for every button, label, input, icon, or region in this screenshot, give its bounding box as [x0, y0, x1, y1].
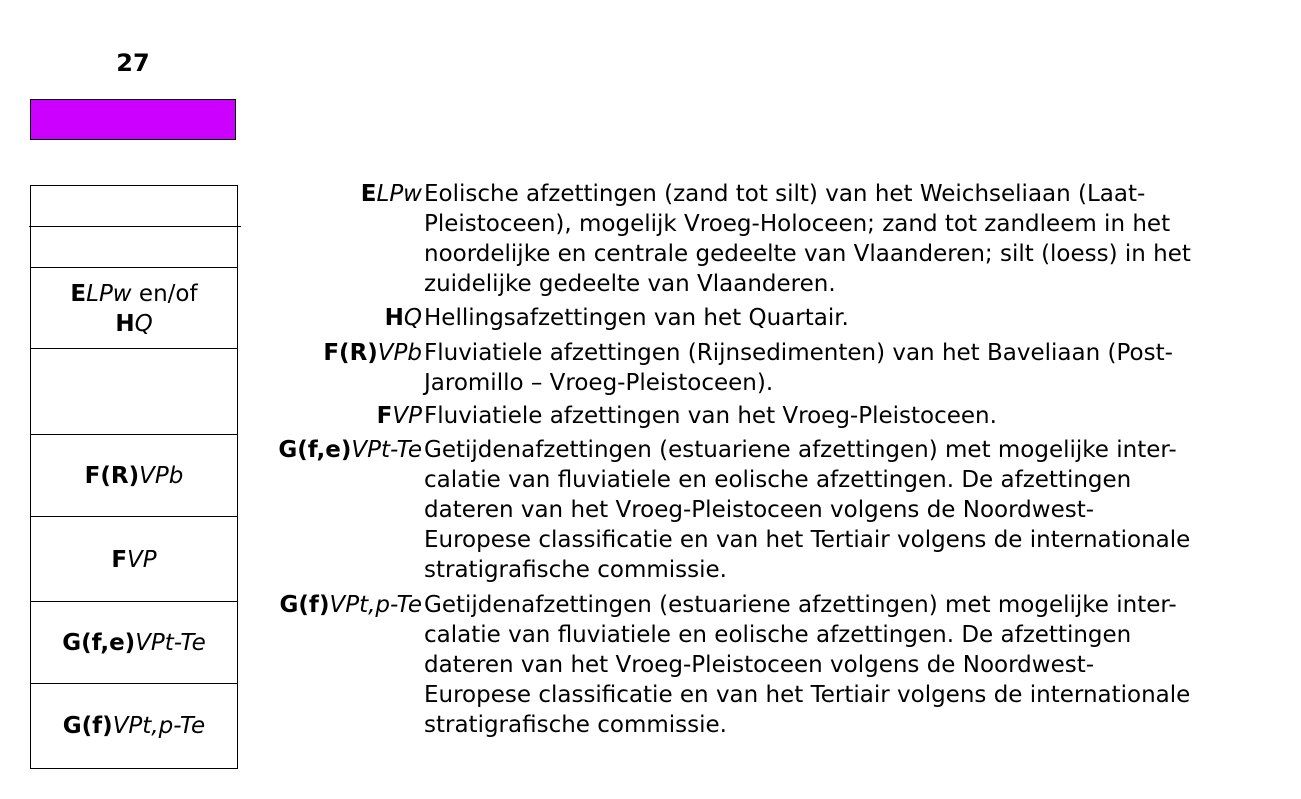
description-line: calatie van fluviatiele en eolische afzettingen. De afzettingen: [424, 467, 1132, 493]
description-gfe: [240, 435, 1280, 585]
legend-color-swatch: [30, 99, 236, 140]
description-line: stratigrafische commissie.: [424, 712, 727, 738]
description-code: HQ: [384, 305, 422, 331]
legend-number: 27: [116, 49, 150, 77]
description-fvp: [240, 401, 1280, 431]
description-line: dateren van het Vroeg-Pleistoceen volgens de Noordwest-: [424, 497, 1095, 523]
column-row-gf: G(f)VPt,p-Te: [31, 683, 237, 768]
description-code: FVP: [376, 403, 422, 429]
column-row-elpw-hq: ELPw en/of HQ: [31, 267, 237, 349]
description-line: Pleistoceen), mogelijk Vroeg-Holoceen; zand tot zandleem in het: [424, 211, 1171, 237]
description-line: stratigrafische commissie.: [424, 557, 727, 583]
column-row-empty-2: [31, 227, 237, 267]
description-frvpb: [240, 338, 1280, 398]
description-line: calatie van fluviatiele en eolische afzettingen. De afzettingen: [424, 622, 1132, 648]
description-line: Jaromillo – Vroeg-Pleistoceen).: [424, 370, 774, 396]
description-line: Europese classificatie en van het Tertiair volgens de internationale: [424, 682, 1191, 708]
description-line: Getijdenafzettingen (estuariene afzettingen) met mogelijke inter-: [424, 437, 1177, 463]
description-gf: [240, 590, 1280, 740]
description-line: Getijdenafzettingen (estuariene afzettingen) met mogelijke inter-: [424, 592, 1177, 618]
description-line: Fluviatiele afzettingen (Rijnsedimenten) van het Baveliaan (Post-: [424, 340, 1173, 366]
column-row-fvp: FVP: [31, 516, 237, 602]
column-row-empty-1: [31, 186, 237, 226]
description-line: Fluviatiele afzettingen van het Vroeg-Pleistoceen.: [424, 403, 997, 429]
description-line: dateren van het Vroeg-Pleistoceen volgens de Noordwest-: [424, 652, 1095, 678]
description-hq: [240, 303, 1280, 333]
description-line: noordelijke en centrale gedeelte van Vlaanderen; silt (loess) in het: [424, 241, 1191, 267]
column-row-gfe: G(f,e)VPt-Te: [31, 601, 237, 684]
description-elpw: [240, 179, 1280, 299]
column-row-frvpb: F(R)VPb: [31, 434, 237, 517]
description-code: G(f)VPt,p-Te: [279, 592, 422, 618]
description-code: F(R)VPb: [323, 340, 422, 366]
description-code: G(f,e)VPt-Te: [278, 437, 422, 463]
column-row-empty-3: [31, 348, 237, 435]
description-line: zuidelijke gedeelte van Vlaanderen.: [424, 271, 836, 297]
description-code: ELPw: [360, 181, 422, 207]
description-line: Hellingsafzettingen van het Quartair.: [424, 305, 849, 331]
stratigraphic-column: [30, 185, 238, 769]
description-line: Europese classificatie en van het Tertiair volgens de internationale: [424, 527, 1191, 553]
description-line: Eolische afzettingen (zand tot silt) van het Weichseliaan (Laat-: [424, 181, 1146, 207]
